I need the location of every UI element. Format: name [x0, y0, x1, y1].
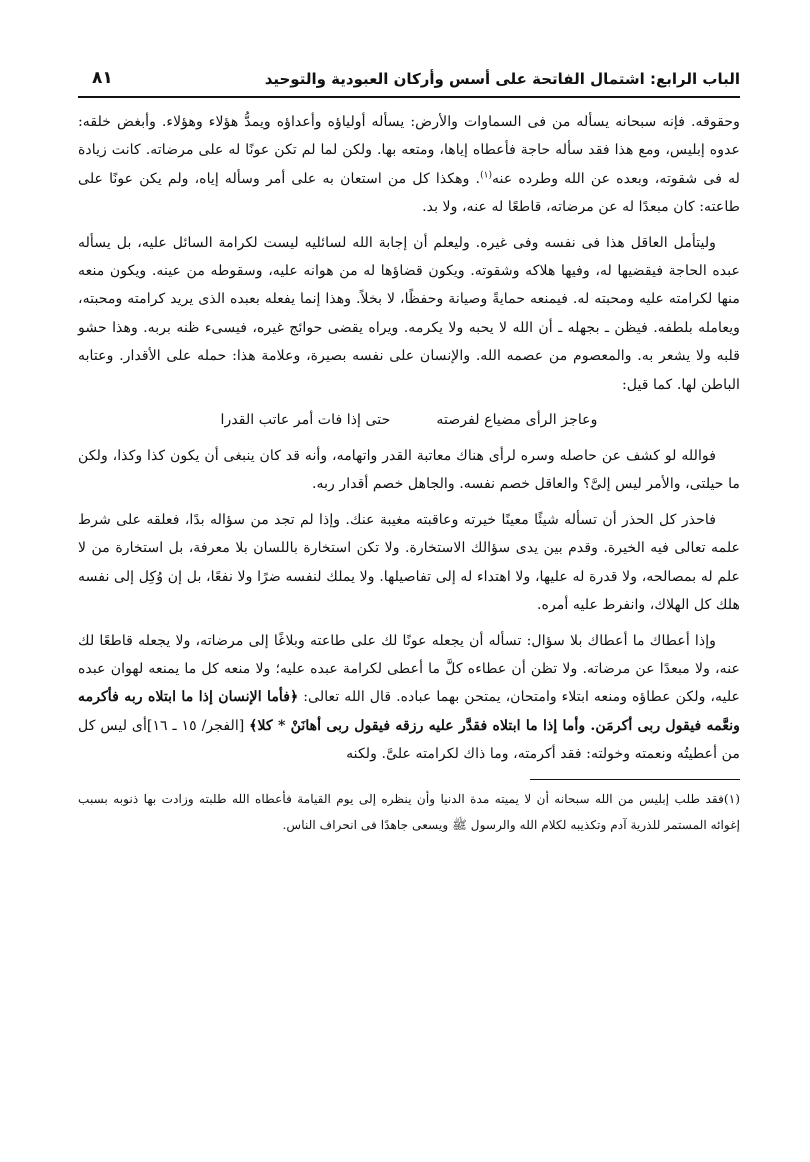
footnote-marker: (١)	[723, 791, 740, 806]
paragraph-1	[78, 108, 740, 222]
main-text	[78, 108, 740, 769]
chapter-title: الباب الرابع: اشتمال الفاتحة على أسس وأركان العبودية والتوحيد	[264, 70, 740, 88]
paragraph-5-continued: أى ليس كل من أعطيتُه ونعمته وخولته: فقد أكرمته، وما ذاك لكرامته علىَّ. ولكنه	[78, 717, 740, 763]
paragraph-5	[78, 627, 740, 769]
surah-citation: [الفجر/ ١٥ ـ ١٦]	[146, 717, 245, 734]
footnote-text: فقد طلب إبليس من الله سبحانه أن لا يميته مدة الدنيا وأن ينظره إلى يوم القيامة فأعطاه الله طلبته وزادت بها ذنوبه بسبب إغوائه المستمر للذرية آدم وتكذيبه لكلام الله والرسول ﷺ ويسعى جاهدًا فى انحراف الناس.	[78, 791, 740, 832]
book-page	[78, 60, 740, 838]
footnote	[78, 786, 740, 838]
footnote-reference[interactable]: (١)	[480, 170, 492, 181]
page-number: ٨١	[92, 68, 113, 88]
quran-quote: ﴿فأما الإنسان إذا ما ابتلاه ربه فأكرمه ونعَّمه فيقول ربى أكرمَن. وأما إذا ما ابتلاه فقدَّر عليه رزقه فيقول ربى أهانَنْ * كلا﴾	[78, 689, 740, 734]
paragraph-3: فوالله لو كشف عن حاصله وسره لرأى هناك معاتبة القدر واتهامه، وأنه قد كان ينبغى أن يكون كذا وكذا، ولكن ما حيلتى، والأمر ليس إلىَّ؟ والعاقل خصم نفسه. والجاهل خصم أقدار ربه.	[78, 448, 740, 493]
running-header	[78, 60, 740, 98]
paragraph-4: فاحذر كل الحذر أن تسأله شيئًا معينًا خيرته وعاقبته مغيبة عنك. وإذا لم تجد من سؤاله بدًا، فعلقه على شرط علمه تعالى فيه الخيرة. وقدم بين يدى سؤالك الاستخارة. ولا تكن استخارة باللسان بلا معرفة، بل استخارة من لا علم له بمصالحه، ولا قدرة له عليها، ولا اهتداء له إلى تفاصيلها. ولا يملك لنفسه ضرًا ولا نفعًا، بل إن وُكِل إلى نفسه هلك كل الهلاك، وانفرط عليه أمره.	[78, 511, 740, 614]
verse-hemistich-2: حتى إذا فات أمر عاتب القدرا	[220, 412, 391, 429]
poetry-verse	[78, 406, 740, 434]
verse-hemistich-1: وعاجز الرأى مضياع لفرصته	[436, 412, 598, 429]
paragraph-1-text: وحقوقه. فإنه سبحانه يسأله من فى السماوات والأرض: يسأله أولياؤه وأعداؤه ويمدُّ هؤلاء وهؤلاء. وأبغض خلقه: عدوه إبليس، ومع هذا فقد سأله حاجة فأعطاه إياها، ومتعه بها. ولكن لما لم تكن عونًا له على مرضاته. كانت زيادة له فى شقوته، وبعده عن الله وطرده عنه	[78, 114, 740, 187]
paragraph-5-text: وإذا أعطاك ما أعطاك بلا سؤال: تسأله أن يجعله عونًا لك على طاعته وبلاغًا إلى مرضاته، ولا يجعله قاطعًا لك عنه، ولا مبعدًا عن مرضاته. ولا تظن أن عطاءه كلَّ ما أعطى لكرامة عبده عليه؛ ولا منعه كل ما يمنعه لهوان عبده عليه، ولكن عطاؤه ومنعه ابتلاء وامتحان، يمتحن بهما عباده. قال الله تعالى:	[78, 632, 740, 706]
paragraph-2: وليتأمل العاقل هذا فى نفسه وفى غيره. وليعلم أن إجابة الله لسائليه ليست لكرامة السائل عليه، بل يسأله عبده الحاجة فيقضيها له، وفيها هلاكه وشقوته. ويكون قضاؤها له من هوانه عليه، وسقوطه من عينه. ويكون منعه منها لكرامته عليه ومحبته له. فيمنعه حمايةً وصيانة وحفظًا، لا بخلاً. وهذا إنما يفعله بعبده الذى يريد كرامته ومحبته، ويعامله بلطفه. فيظن ـ بجهله ـ أن الله لا يحبه ولا يكرمه. ويراه يقضى حوائج غيره، فيسىء ظنه بربه. وهذا حشو قلبه ولا يشعر به. والمعصوم من عصمه الله. والإنسان على نفسه بصيرة، وعلامة هذا: حمله على الأقدار. وعتابه الباطن لها. كما قيل:	[78, 234, 740, 393]
footnote-divider	[530, 779, 740, 780]
paragraph-1-continued: . وهكذا كل من استعان به على أمر وسأله إياه، ولم يكن عونًا على طاعته: كان مبعدًا له عن مرضاته، قاطعًا له عنه، ولا بد.	[78, 170, 740, 216]
